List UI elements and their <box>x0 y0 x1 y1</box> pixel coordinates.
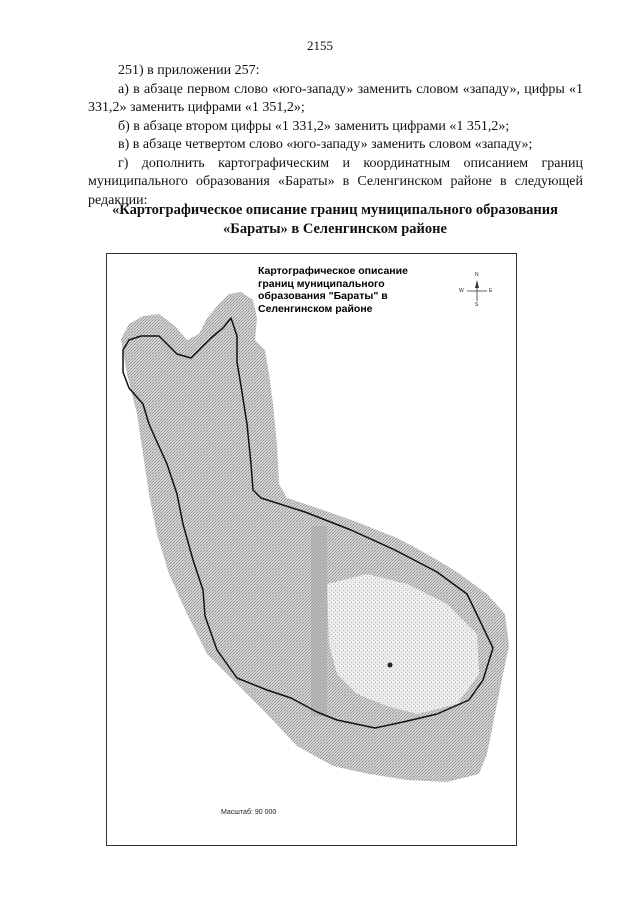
paragraph-a: а) в абзаце первом слово «юго-западу» заменить словом «западу», цифры «1 331,2» заменить цифрами «1 351,2»; <box>88 81 583 115</box>
survey-strip <box>311 526 327 716</box>
paragraph-appendix: 251) в приложении 257: <box>118 63 260 78</box>
map-scale: Масштаб: 90 000 <box>221 809 277 816</box>
paragraph-v: в) в абзаце четвертом слово «юго-западу» заменить словом «западу»; <box>118 137 533 152</box>
compass-south: S <box>475 302 479 308</box>
paragraph-g: г) дополнить картографическим и координатным описанием границ муниципального образования «Бараты» в Селенгинском районе в следующей редакции: <box>88 155 583 208</box>
compass-east: E <box>489 288 493 294</box>
compass-rose <box>459 272 493 308</box>
paragraph-b: б) в абзаце втором цифры «1 331,2» заменить цифрами «1 351,2»; <box>118 118 510 134</box>
compass-north: N <box>475 272 479 278</box>
map-drawing <box>107 254 518 847</box>
settlement-marker <box>388 663 393 668</box>
amendment-text <box>88 62 583 210</box>
compass-west: W <box>459 288 464 294</box>
map-title: Картографическое описание границ муниципального образования "Бараты" в Селенгинском районе <box>258 265 408 315</box>
map-figure <box>106 253 517 846</box>
document-heading: «Картографическое описание границ муниципального образования «Бараты» в Селенгинском районе <box>112 202 558 237</box>
page-number: 2155 <box>307 38 333 53</box>
